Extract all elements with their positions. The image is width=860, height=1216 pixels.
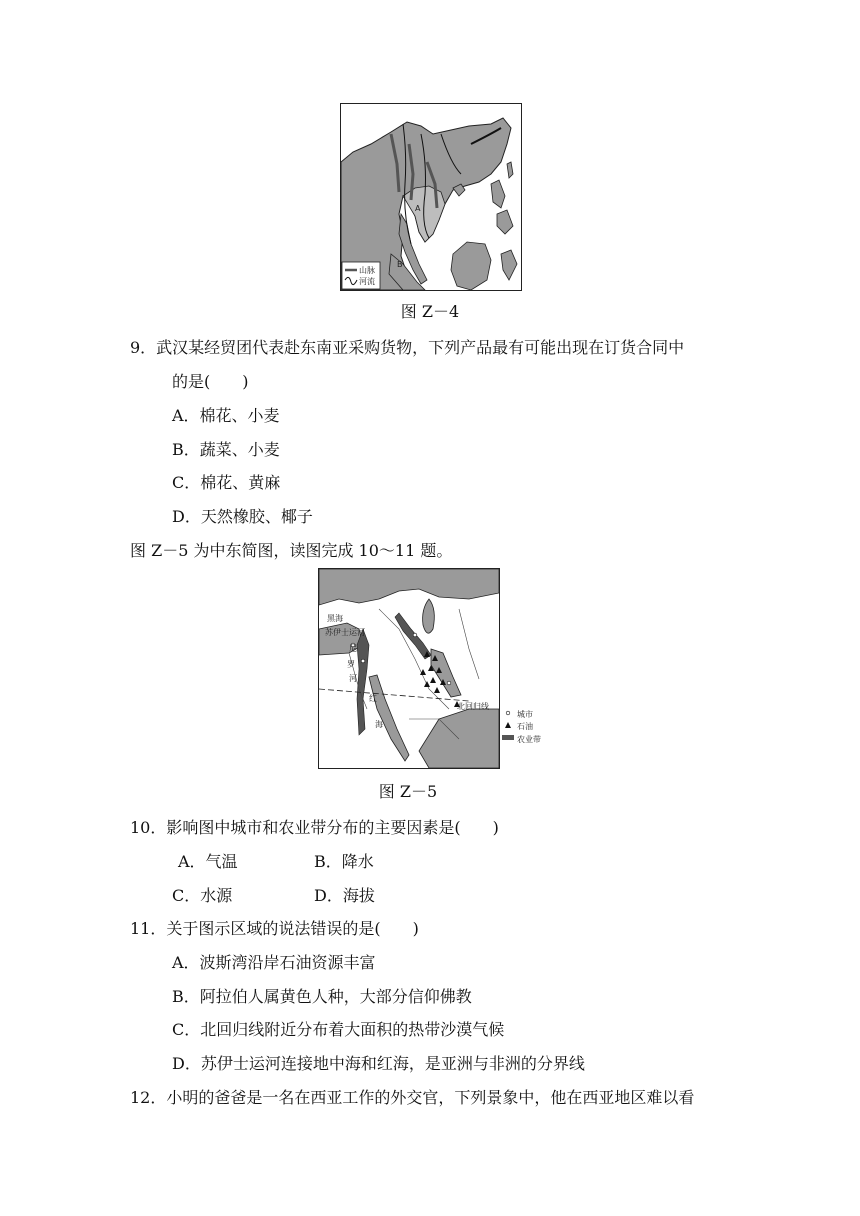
figure-z4-caption: 图 Z－4: [400, 302, 460, 321]
question-11-stem: 11．关于图示区域的说法错误的是( ): [130, 919, 419, 938]
map-label-b: B: [397, 260, 403, 269]
fig5-legend-city: 城市: [517, 710, 533, 719]
figure-z5-map: [318, 568, 500, 769]
map-label-nile-3: 河: [349, 674, 357, 683]
map-label-nile-1: 尼: [349, 644, 357, 653]
question-11-option-d: D．苏伊士运河连接地中海和红海，是亚洲与非洲的分界线: [172, 1054, 585, 1073]
middle-east-map: [319, 569, 499, 768]
question-9-option-b: B．蔬菜、小麦: [172, 440, 280, 459]
question-9-option-a: A．棉花、小麦: [172, 406, 280, 425]
map-label-black-sea: 黑海: [327, 614, 343, 623]
question-11-option-a: A．波斯湾沿岸石油资源丰富: [172, 953, 376, 972]
fig5-legend-agri: 农业带: [517, 735, 541, 744]
southeast-asia-map: [341, 104, 521, 290]
question-10-option-d: D．海拔: [314, 886, 375, 905]
fig5-legend-oil: 石油: [517, 722, 533, 731]
figure-z4-map: [340, 103, 522, 291]
question-12-stem-line1: 12．小明的爸爸是一名在西亚工作的外交官，下列景象中，他在西亚地区难以看: [130, 1088, 695, 1107]
question-9-option-d: D．天然橡胶、椰子: [172, 507, 313, 526]
map-label-tropic: 北回归线: [457, 702, 489, 711]
figure-z5-caption: 图 Z－5: [378, 782, 438, 801]
question-9-option-c: C．棉花、黄麻: [172, 473, 281, 492]
map-label-a: A: [415, 204, 421, 213]
question-10-option-b: B．降水: [314, 852, 374, 871]
map-label-sea: 海: [375, 720, 383, 729]
question-11-option-b: B．阿拉伯人属黄色人种，大部分信仰佛教: [172, 987, 472, 1006]
question-10-option-c: C．水源: [172, 886, 233, 905]
map-label-red: 红: [369, 694, 377, 703]
legend-river-label: 河流: [359, 277, 375, 286]
question-9-stem-line1: 9．武汉某经贸团代表赴东南亚采购货物，下列产品最有可能出现在订货合同中: [130, 338, 685, 357]
question-10-stem: 10．影响图中城市和农业带分布的主要因素是( ): [130, 818, 499, 837]
intro-10-11: 图 Z－5 为中东简图，读图完成 10～11 题。: [130, 541, 453, 560]
legend-mountain-label: 山脉: [359, 266, 375, 275]
question-9-stem-line2: 的是( ): [172, 372, 249, 391]
map-label-suez-canal: 苏伊士运河: [325, 628, 365, 637]
question-11-option-c: C．北回归线附近分布着大面积的热带沙漠气候: [172, 1020, 505, 1039]
question-10-option-a: A．气温: [178, 852, 238, 871]
map-label-nile-2: 罗: [347, 660, 355, 669]
